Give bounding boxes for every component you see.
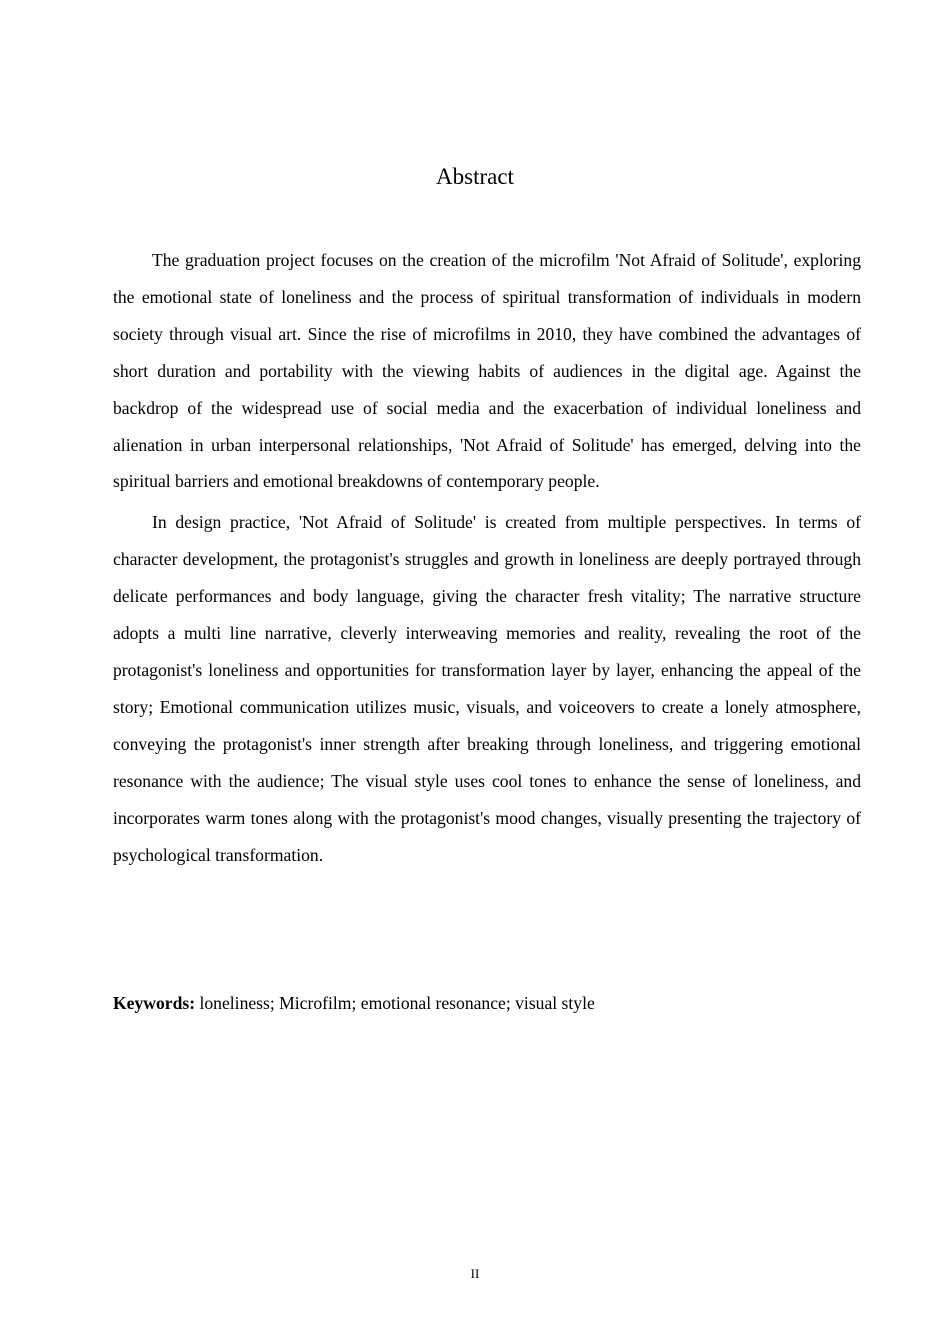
keywords-line: [113, 985, 861, 1021]
abstract-paragraph-1: The graduation project focuses on the creation of the microfilm 'Not Afraid of Solitude', exploring the emotional state of loneliness and the process of spiritual transformation of individuals in modern society through visual art. Since the rise of microfilms in 2010, they have combined the advantages of short duration and portability with the viewing habits of audiences in the digital age. Against the backdrop of the widespread use of social media and the exacerbation of individual loneliness and alienation in urban interpersonal relationships, 'Not Afraid of Solitude' has emerged, delving into the spiritual barriers and emotional breakdowns of contemporary people.: [113, 250, 861, 492]
page-title: Abstract: [436, 164, 514, 189]
page-number: II: [470, 1266, 480, 1281]
abstract-paragraph-2: In design practice, 'Not Afraid of Solitude' is created from multiple perspectives. In terms of character development, the protagonist's struggles and growth in loneliness are deeply portrayed through delicate performances and body language, giving the character fresh vitality; The narrative structure adopts a multi line narrative, cleverly interweaving memories and reality, revealing the root of the protagonist's loneliness and opportunities for transformation layer by layer, enhancing the appeal of the story; Emotional communication utilizes music, visuals, and voiceovers to create a lonely atmosphere, conveying the protagonist's inner strength after breaking through loneliness, and triggering emotional resonance with the audience; The visual style uses cool tones to enhance the sense of loneliness, and incorporates warm tones along with the protagonist's mood changes, visually presenting the trajectory of psychological transformation.: [113, 512, 861, 865]
keywords-label: Keywords:: [113, 993, 196, 1013]
keywords-text: loneliness; Microfilm; emotional resonance; visual style: [199, 993, 595, 1013]
abstract-body: [113, 242, 861, 877]
